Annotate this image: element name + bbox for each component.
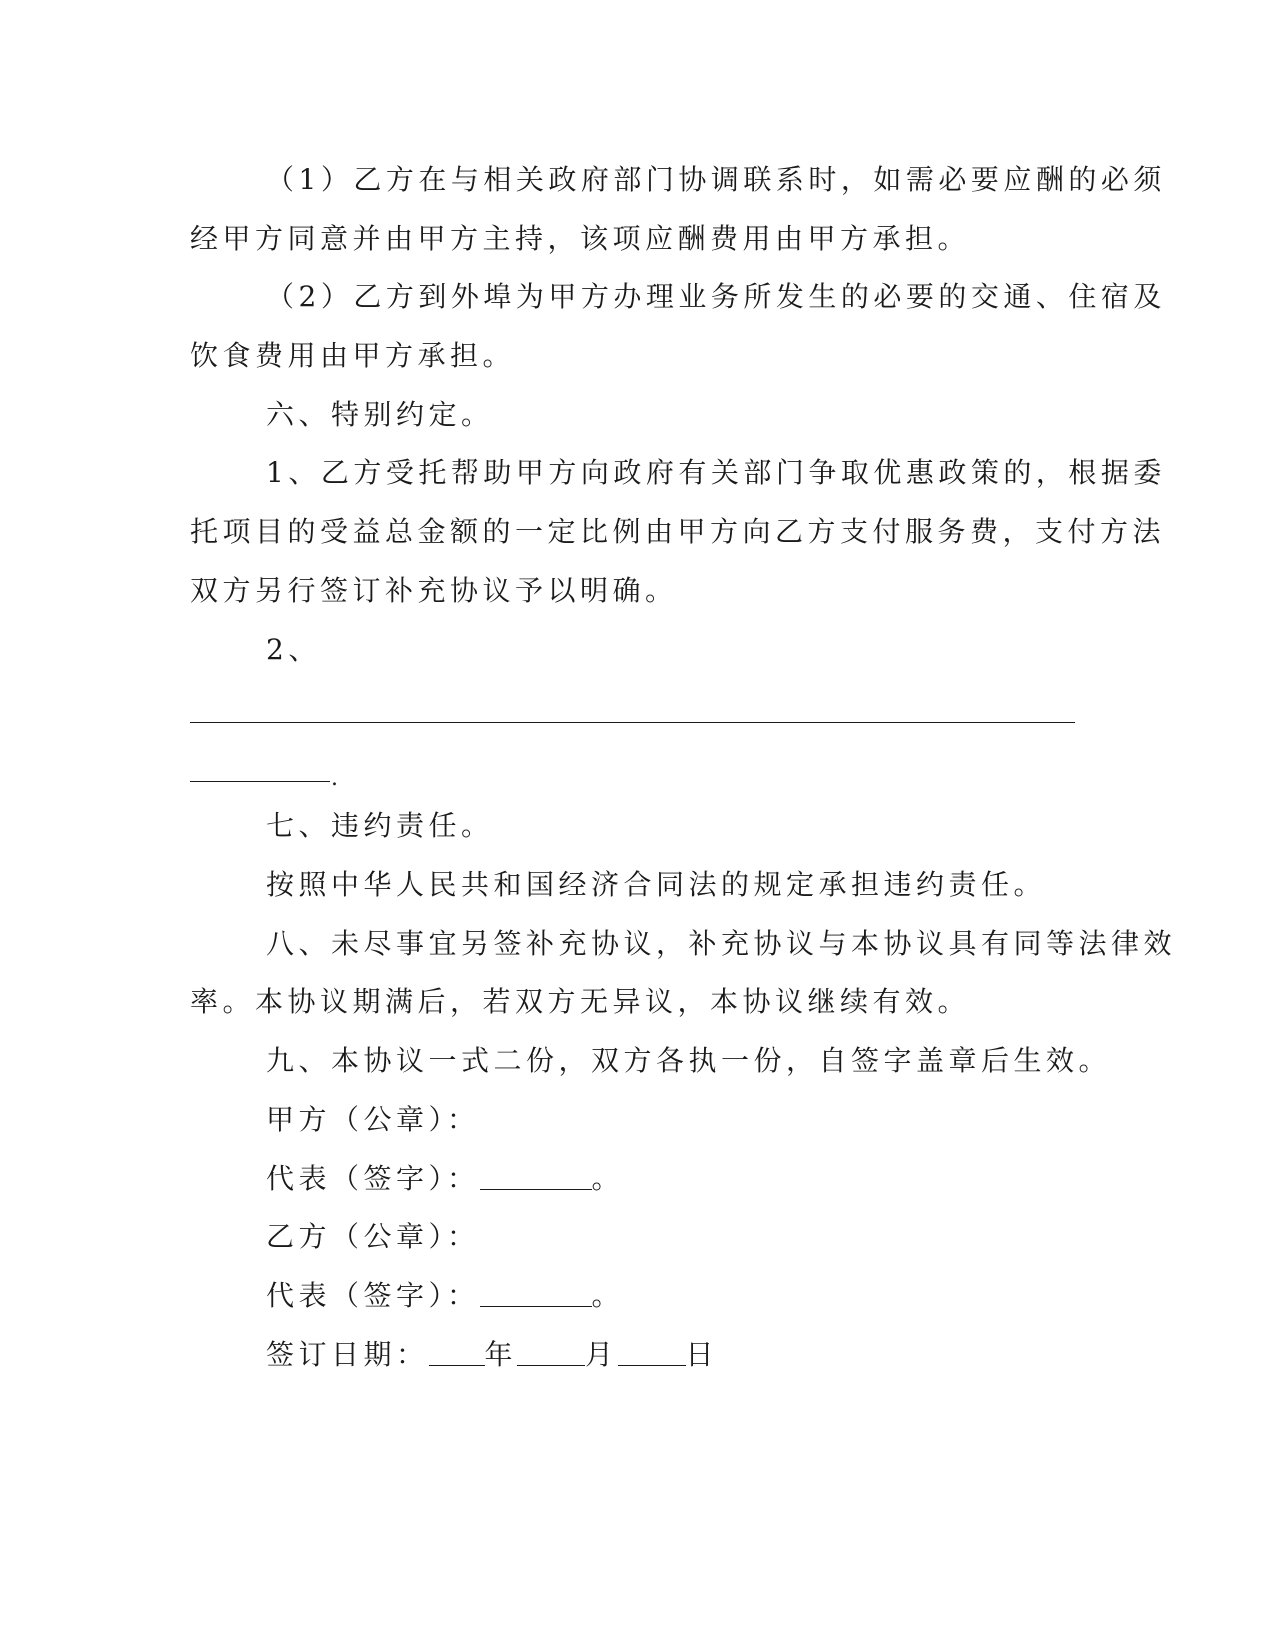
year-label: 年 [484,1338,518,1371]
section-9-text: 九、本协议一式二份，双方各执一份，自签字盖章后生效。 [266,1044,1112,1077]
party-a-signature-blank [480,1163,592,1190]
item-2-fill-line [190,722,1075,723]
section-7-text: 按照中华人民共和国经济合同法的规定承担违约责任。 [266,868,1047,901]
day-label: 日 [685,1338,719,1371]
section-8-line-2: 率。本协议期满后，若双方无异议，本协议继续有效。 [190,985,971,1018]
signing-date [266,1335,718,1375]
party-b-seal: 乙方（公章）： [266,1220,480,1253]
section-6-item-1-line-1: 1、乙方受托帮助甲方向政府有关部门争取优惠政策的，根据委 [266,456,1166,489]
signing-date-label: 签订日期： [266,1338,429,1371]
month-blank [517,1339,585,1366]
clause-2-line-2: 饮食费用由甲方承担。 [190,339,516,372]
party-b-rep-label: 代表（签字）： [266,1279,480,1312]
section-6-item-1-line-2: 托项目的受益总金额的一定比例由甲方向乙方支付服务费，支付方法 [190,515,1166,548]
party-b-rep-end: 。 [591,1279,625,1312]
party-b-signature-blank [480,1280,592,1307]
party-a-seal: 甲方（公章）： [266,1103,480,1136]
party-a-representative [266,1159,624,1199]
party-b-representative [266,1276,624,1316]
party-a-rep-label: 代表（签字）： [266,1162,480,1195]
section-6-item-2-label: 2、 [266,633,321,666]
day-blank [618,1339,686,1366]
party-a-rep-end: 。 [591,1162,625,1195]
item-2-period: . [331,766,338,791]
section-6-heading: 六、特别约定。 [266,398,494,431]
section-6-item-1-line-3: 双方另行签订补充协议予以明确。 [190,574,678,607]
section-8-line-1: 八、未尽事宜另签补充协议，补充协议与本协议具有同等法律效 [266,927,1177,960]
year-blank [429,1339,485,1366]
item-2-fill-line-end [190,781,330,782]
section-7-heading: 七、违约责任。 [266,809,494,842]
clause-2-line-1: （2）乙方到外埠为甲方办理业务所发生的必要的交通、住宿及 [266,280,1166,313]
month-label: 月 [585,1338,618,1371]
clause-1-line-1: （1）乙方在与相关政府部门协调联系时，如需必要应酬的必须 [266,163,1166,196]
clause-1-line-2: 经甲方同意并由甲方主持，该项应酬费用由甲方承担。 [190,222,971,255]
